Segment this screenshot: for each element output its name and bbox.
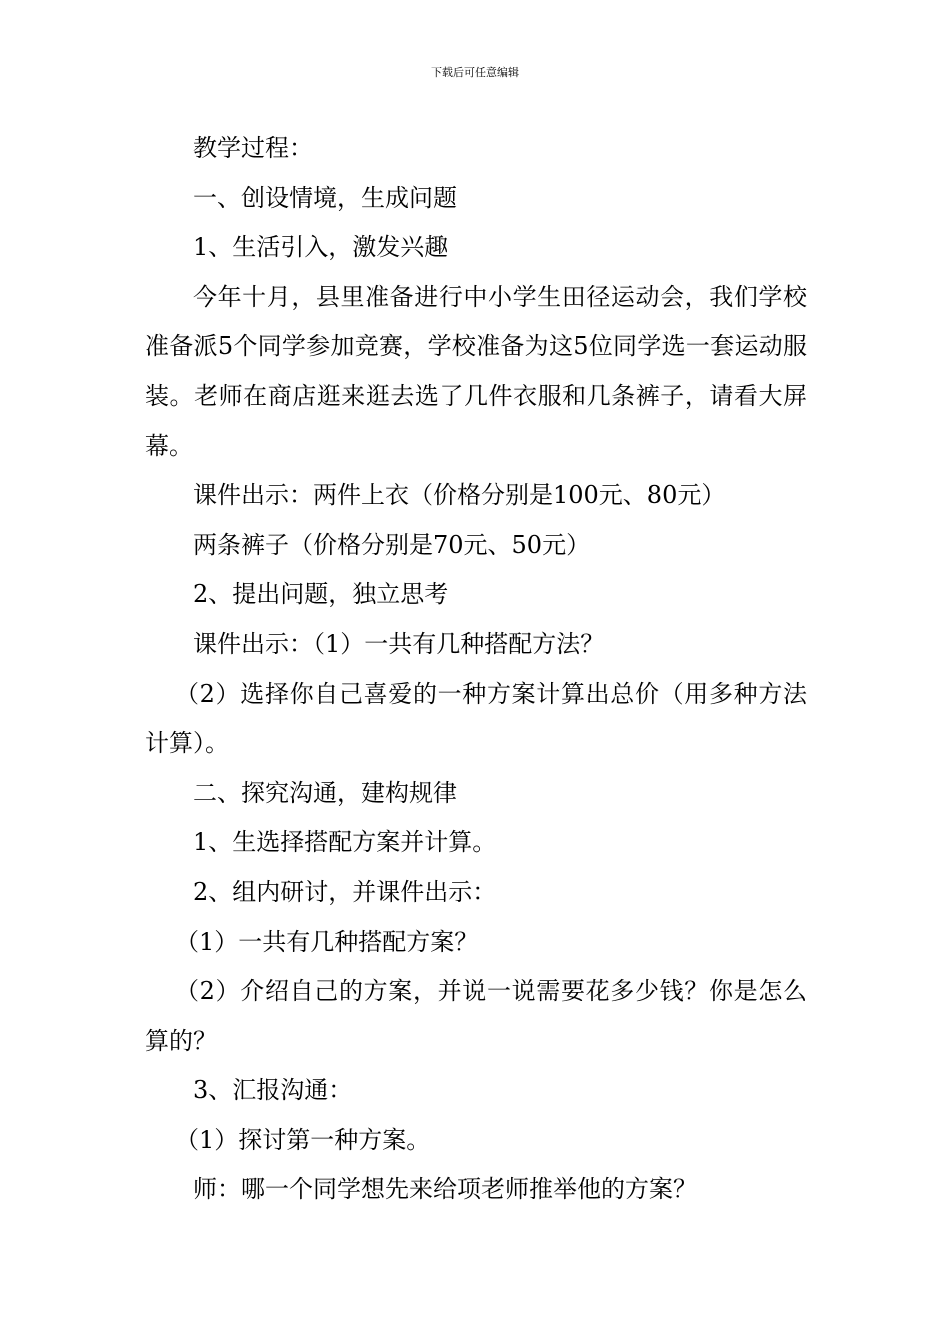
page-header: 下载后可任意编辑 <box>431 66 519 79</box>
paragraph: 两条裤子（价格分别是70元、50元） <box>193 530 591 559</box>
paragraph: （1）一共有几种搭配方案？ <box>175 927 479 956</box>
subsection-heading: 2、提出问题，独立思考 <box>193 580 449 609</box>
section-heading: 一、创设情境，生成问题 <box>193 183 457 212</box>
document-body <box>145 124 807 1215</box>
paragraph: 今年十月，县里准备进行中小学生田径运动会，我们学校准备派5个同学参加竞赛，学校准备为这5位同学选一套运动服装。老师在商店逛来逛去选了几件衣服和几条裤子，请看大屏幕。 <box>145 282 807 460</box>
paragraph: 教学过程： <box>193 134 313 162</box>
paragraph: （1）探讨第一种方案。 <box>175 1125 431 1154</box>
paragraph: 课件出示：两件上衣（价格分别是100元、80元） <box>193 481 726 510</box>
paragraph: 2、组内研讨，并课件出示： <box>193 877 497 906</box>
subsection-heading: 1、生活引入，激发兴趣 <box>193 233 449 262</box>
paragraph: 1、生选择搭配方案并计算。 <box>193 828 497 857</box>
paragraph: （2）选择你自己喜爱的一种方案计算出总价（用多种方法计算）。 <box>145 679 807 758</box>
section-heading: 二、探究沟通，建构规律 <box>193 778 457 807</box>
paragraph: 师：哪一个同学想先来给项老师推举他的方案？ <box>193 1175 697 1204</box>
paragraph: （2）介绍自己的方案，并说一说需要花多少钱？你是怎么算的？ <box>145 977 807 1055</box>
paragraph: 3、汇报沟通： <box>193 1076 353 1105</box>
paragraph: 课件出示：（1）一共有几种搭配方法？ <box>193 629 605 658</box>
